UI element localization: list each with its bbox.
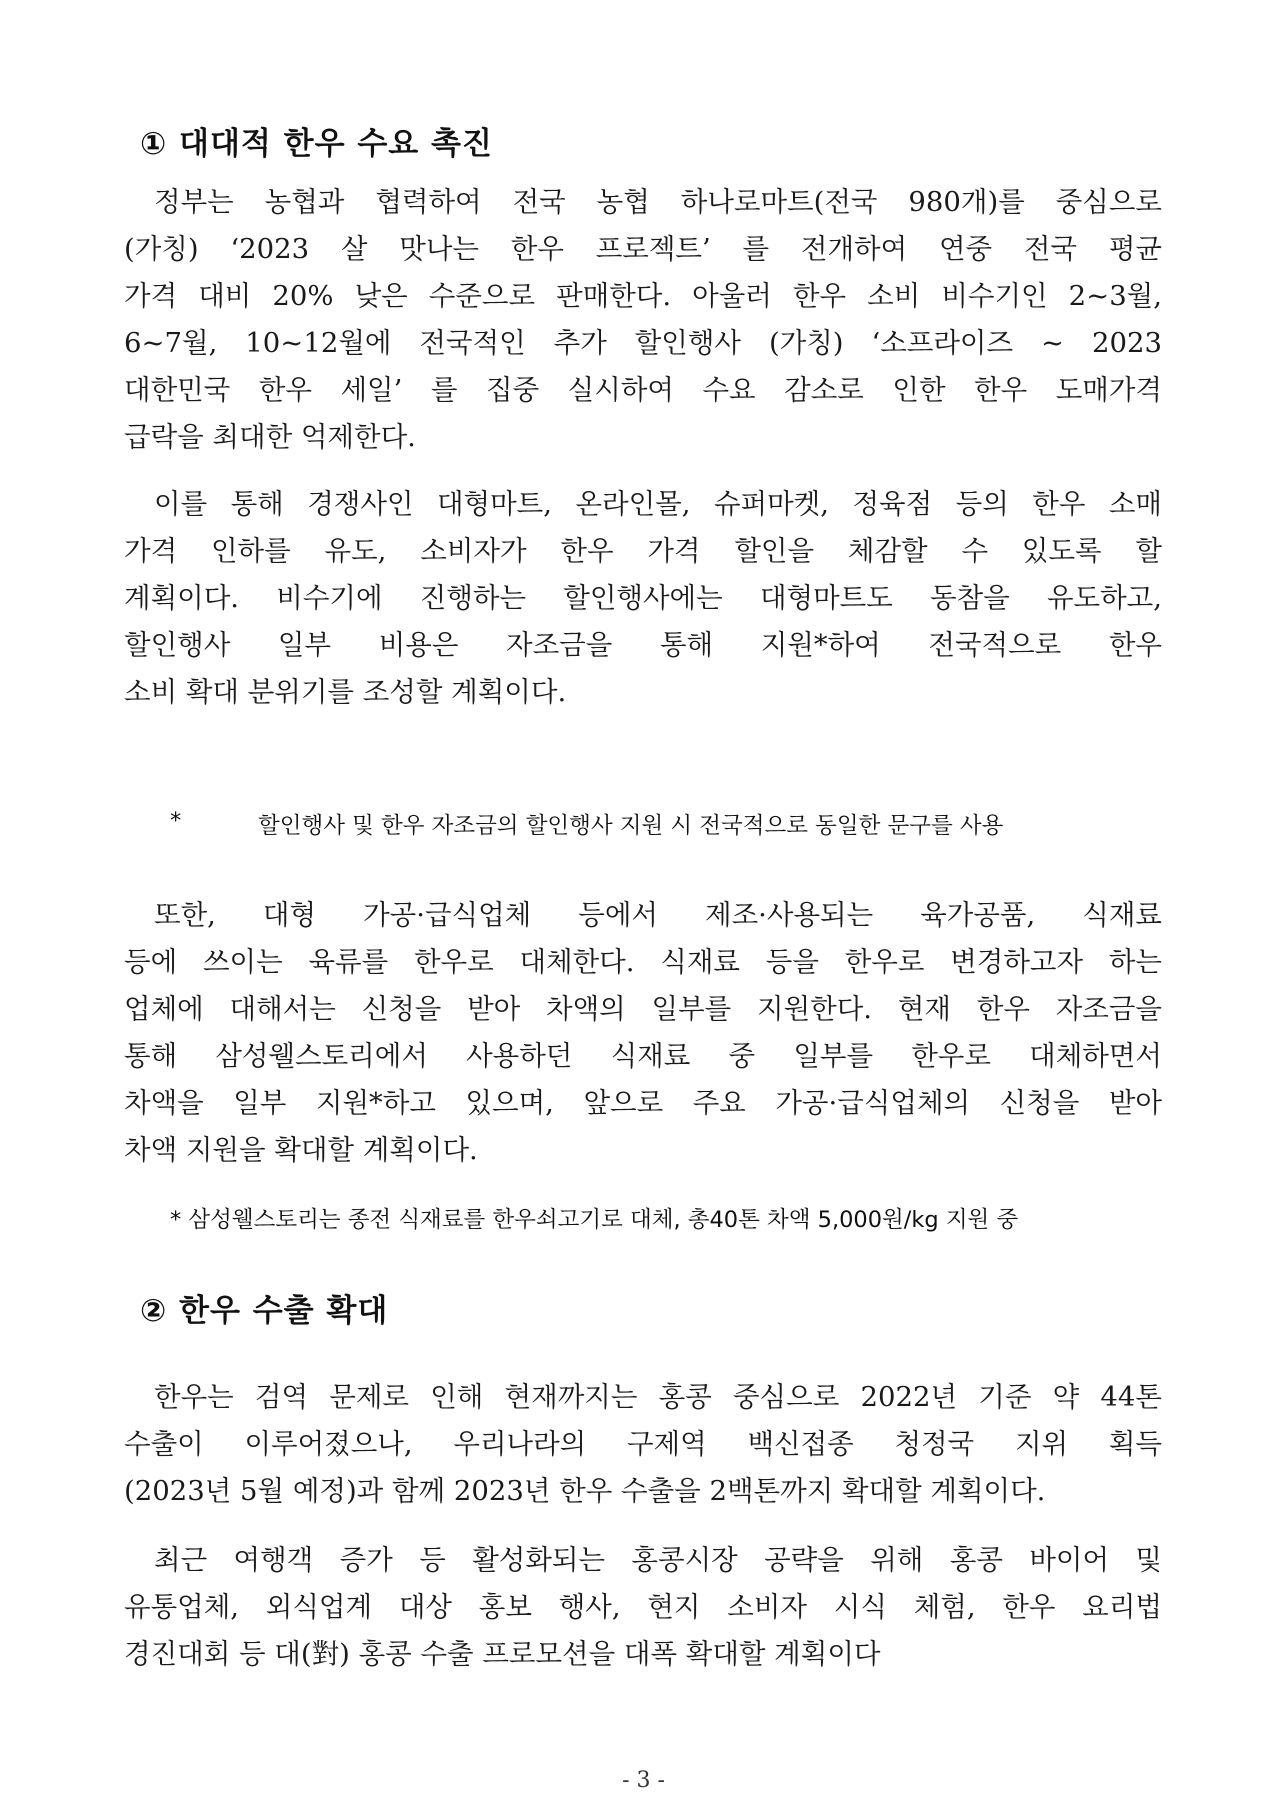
text-line: 통해 삼성웰스토리에서 사용하던 식재료 중 일부를 한우로 대체하면서 bbox=[124, 1040, 1162, 1072]
section-2-paragraph-2 bbox=[124, 1537, 1162, 1678]
footnote-1-mark: * bbox=[170, 808, 182, 834]
page-number: - 3 - bbox=[622, 1768, 665, 1793]
text-line: 가격 인하를 유도, 소비자가 한우 가격 할인을 체감할 수 있도록 할 bbox=[124, 535, 1162, 567]
footnote-1: 할인행사 및 한우 자조금의 할인행사 지원 시 전국적으로 동일한 문구를 사용 bbox=[258, 813, 1004, 839]
text-line: 소비 확대 분위기를 조성할 계획이다. bbox=[124, 676, 567, 708]
text-line: 할인행사 일부 비용은 자조금을 통해 지원*하여 전국적으로 한우 bbox=[124, 629, 1162, 661]
text-line: 등에 쓰이는 육류를 한우로 대체한다. 식재료 등을 한우로 변경하고자 하는 bbox=[124, 946, 1162, 978]
section-2-paragraph-1 bbox=[124, 1374, 1162, 1515]
text-line: 차액을 일부 지원*하고 있으며, 앞으로 주요 가공·급식업체의 신청을 받아 bbox=[124, 1087, 1162, 1119]
section-1-paragraph-3 bbox=[124, 892, 1162, 1174]
section-1-heading: ① 대대적 한우 수요 촉진 bbox=[140, 126, 493, 162]
text-line: 경진대회 등 대(對) 홍콩 수출 프로모션을 대폭 확대할 계획이다 bbox=[124, 1638, 881, 1670]
section-1-paragraph-2 bbox=[124, 481, 1162, 716]
section-2-heading: ② 한우 수출 확대 bbox=[140, 1293, 389, 1329]
text-line: 유통업체, 외식업계 대상 홍보 행사, 현지 소비자 시식 체험, 한우 요리법 bbox=[124, 1591, 1162, 1623]
text-line: 차액 지원을 확대할 계획이다. bbox=[124, 1134, 478, 1166]
text-line: 이를 통해 경쟁사인 대형마트, 온라인몰, 슈퍼마켓, 정육점 등의 한우 소매 bbox=[154, 488, 1162, 520]
text-line: 급락을 최대한 억제한다. bbox=[124, 421, 416, 453]
text-line: 또한, 대형 가공·급식업체 등에서 제조·사용되는 육가공품, 식재료 bbox=[154, 899, 1162, 931]
footnote-2: * 삼성웰스토리는 종전 식재료를 한우쇠고기로 대체, 총40톤 차액 5,000원/kg 지원 중 bbox=[170, 1207, 1019, 1233]
text-line: (2023년 5월 예정)과 함께 2023년 한우 수출을 2백톤까지 확대할 계획이다. bbox=[124, 1475, 1046, 1507]
text-line: 대한민국 한우 세일’ 를 집중 실시하여 수요 감소로 인한 한우 도매가격 bbox=[124, 374, 1162, 406]
text-line: 가격 대비 20% 낮은 수준으로 판매한다. 아울러 한우 소비 비수기인 2~3월, bbox=[124, 280, 1162, 312]
text-line: 최근 여행객 증가 등 활성화되는 홍콩시장 공략을 위해 홍콩 바이어 및 bbox=[154, 1544, 1162, 1576]
text-line: 6~7월, 10~12월에 전국적인 추가 할인행사 (가칭) ‘소프라이즈 ~ 2023 bbox=[124, 327, 1162, 359]
text-line: 수출이 이루어졌으나, 우리나라의 구제역 백신접종 청정국 지위 획득 bbox=[124, 1428, 1162, 1460]
text-line: 정부는 농협과 협력하여 전국 농협 하나로마트(전국 980개)를 중심으로 bbox=[154, 186, 1162, 218]
text-line: 업체에 대해서는 신청을 받아 차액의 일부를 지원한다. 현재 한우 자조금을 bbox=[124, 993, 1162, 1025]
text-line: 계획이다. 비수기에 진행하는 할인행사에는 대형마트도 동참을 유도하고, bbox=[124, 582, 1162, 614]
text-line: (가칭) ‘2023 살 맛나는 한우 프로젝트’ 를 전개하여 연중 전국 평균 bbox=[124, 233, 1162, 265]
section-1-paragraph-1 bbox=[124, 179, 1162, 461]
text-line: 한우는 검역 문제로 인해 현재까지는 홍콩 중심으로 2022년 기준 약 44톤 bbox=[154, 1381, 1162, 1413]
